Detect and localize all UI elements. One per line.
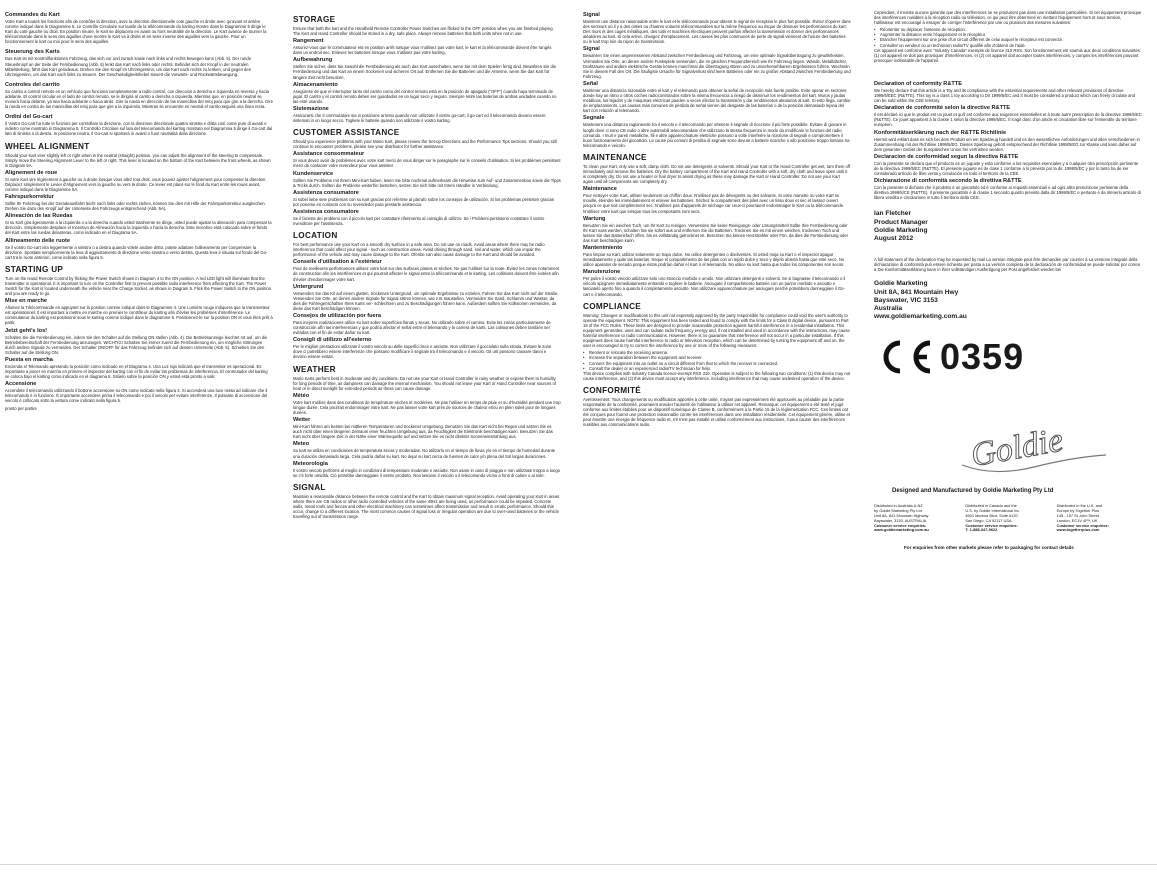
paragraph: Warning: Changes or modifications to this unit not expressly approved by the party responsible for compliance could void the user's authority to operate the equipment. NOTE: This equipment has been tested and found to comply with the limits for a Class B digital device, pursuant to Part 15 of the FCC Rules. These limits are designed to provide reasonable protection against harmful interference in a residential installation. This equipment generates, uses and can radiate radio frequency energy and, if not installed and used in accordance with the instructions, may cause harmful interference to radio communications. However, there is no guarantee that interference will not occur in a particular installation. If this equipment does cause harmful interference to radio or television reception, which can be determined by turning the equipment off and on, the user is encouraged to try to correct the interference by one or more of the following measures:	[583, 312, 850, 349]
heading-wheel-alignment: WHEEL ALIGNMENT	[5, 141, 90, 151]
paragraph: Si sobel liebe sete problemas con su kart gracias por referirse al párrafo sobre los consejos de utilización. Si los problemas persisten gracias por ponerse en contacto con su revendedor para prestarle asistencia.	[293, 196, 554, 207]
distributor-line: U.S. by Goldie International Inc	[965, 508, 1020, 514]
paragraph: Il vostro veicolo performs al meglio in condizioni di temperature moderate e asciutte. Non usare in caso di pioggia e non utilizzate troppo a lungo se c'è forte umidità. Ciò potrebbe danneggiare il vostro prodotto. Non lasciare il veicolo o il telecomando vicino a fonti di calore o al sole.	[293, 467, 560, 478]
distributor-line: www.togetherplus.com	[1056, 527, 1100, 533]
column-1	[5, 10, 273, 855]
paragraph: For best performance use your Kart on a smooth dry surface in a safe area. Do not use on roads. Avoid areas where there may be radio interference that could affect your signal - such as construction areas. Avoid driving through sand, soil and water, which can impair the performance of the vehicle and may cause damage to the Kart. Ofenbe can also cause damage to the Kart and should be avoided.	[293, 242, 545, 258]
heading: Assistance consommateur	[293, 151, 365, 158]
heading: Manutenzione	[583, 269, 621, 276]
paragraph: Bewahren Sie einen angemessenen Abstand zwischen Fernbedienung und Fahrzeug, um eine optimale Signalübertragung zu gewährleisten. Vermeiden Sie Orte, an denen andere Funkspiele verwenden, die im gleichen Frequenzbereich wie Ihr Fahrzeug liegen. Wände, Metalldächer, Drahtzäune und andere elektrische Geräte können manchmal die Übertragung stören und zu unvorhersehbarem Ergebnissen führen. Wechseln Sie in diesem Fall den Ort. Die häufigste Ursache für Signalverlust sind leere Batterien oder ein zu großer Abstand zwischen Fernbedienung und Fahrzeug.	[583, 53, 851, 79]
heading: Alignement de roue	[5, 169, 58, 176]
heading: Déclaration de conformité selon la directive R&TTE	[874, 105, 1011, 112]
distributor-line: Distributed in the U.K. and	[1056, 503, 1103, 509]
distributors	[874, 504, 1142, 533]
paragraph: Sollten Sie Probleme mit Ihrem Mini-Kart haben, lesen Sie bitte nochmal aufmerksam die Hinweise zum Auf- und Zusammenbau sowie die Tipps & Tricks durch. Sollten die Probleme weiterhin bestehen, setzen Sie sich bitte mit Ihrem Händler in Verbindung.	[293, 177, 561, 188]
section-controls-es	[5, 82, 273, 109]
paragraph: Should your Kart veer slightly left or right when in the neutral (straight) position, you can adjust the alignment of the steering to compensate. Simply move the Steering Alignment Lever to the left or right. This lever is located on the bottom of the Kart between the front wheels, as shown in Diagram 5A.	[5, 152, 271, 168]
heading: Commandes du Kart	[5, 12, 60, 18]
distributor-line: Distributed in Canada and the	[965, 503, 1017, 509]
paragraph: Turn on the Hand Remote Control by flicking the Power Switch shown in Diagram 4 to the ON position. A red LED light will illuminate that the transmitter is operational. It is important to turn on the Controller first to prevent possible radio interference from affecting the Kart. The Power Switch for the Kart is located underneath the vehicle near the Charge Socket, as shown in Diagram 5. Flick the Power Switch to the ON position and you are ready to go.	[5, 275, 272, 297]
paragraph: We hereby declare that this article is a Toy and its compliance with the essential requirements and other relevant provisions of directive 1999/5/EEC (R&TTE). This toy is a class 1 toy according to Dir 1999/5/EC and it must be considered a product which can freely circulate and can be sold within the CEE territory.	[874, 87, 1136, 104]
heading: Untergrund	[293, 283, 324, 290]
heading: Jetzt geht's los!	[5, 327, 48, 334]
paragraph: Sollte Ihr Fahrzeug bei der Geradeausfahrt leicht nach links oder rechts ziehen, können Sie dies mit Hilfe der Fahrspurkorrektur ausgleichen. Drehen Sie dazu den Knopf auf der Unterseite des Fahrzeugs entsprechend (Abb. 5A).	[5, 201, 266, 212]
heading: Declaracion de conformidad segun la directiva R&TTE	[874, 153, 1019, 160]
paragraph: Das Kart ist mit Kontrollfunktionen Fahrzeug, das sich vor und zurück sowie nach links und rechts bewegen kann (Abb. 5). Der runde Steuerknopf an der Seite der Fernbedienung (Abb. 5) lenkt das Kart nach links oder rechts. Befindet sich der Knopf in der neutralen Mittelstellung, fährt das Kart geradeaus. Drehen Sie den Knopf im Uhrzeigersinn, um das Kart nach rechts zu lenken, und gegen den Uhrzeigersinn, um das Kart nach links zu steuern. Der Geschwindigkeitshebel steuert die Vorwärts- und Rückwärtsbewegung.	[5, 56, 252, 77]
distributor-line: www.goldiemarketing.com.au	[874, 527, 929, 533]
bullet-item: • Augmenter la distance entre l'équipement et le récepteur.	[874, 32, 1142, 37]
paragraph: Para limpiar su Kart, utilizar solamente un trapo dulce. No utilice detergentes o disolventes. Si usted moja su Kart o el inspector apagar inmediatamente y quite las baterías. Seque el compartimento de las pilas con un tejido dulce y seco y déjelo abierta hasta que esté seco. No utilice aparatos de secado porque éstos podrían dañar el Kart o el telemando. No utilice su kart hasta que todos los componentes son secos.	[583, 252, 845, 268]
heading: Fahrspurkorrektur	[5, 194, 54, 201]
distributor-line: Distributed in Australia & NZ	[874, 503, 923, 509]
distributor-line: Unit 8A, 841 Mountain Highway	[874, 513, 929, 519]
paragraph: Assicurarsi che il commutatore sia in posizione arresto quando non utilizzate il vostro go-cart; il go-cart ed il telecomando devono essere sistemati in un luogo secco. Togliete le batterie quando non utilizzate il vostro karting.	[293, 112, 546, 124]
paragraph: Pour de meilleures performances utilisez votre kart sur des surfaces planes et sèches. Ne pas l'utiliser sur la route. Évitez les zones notamment de construction afin les interférences et qui pourrait affecter le signal entre la télécommande et le karting. Les collisions doivent être évitées afin d'éviter d'endommager votre kart.	[293, 266, 560, 282]
ce-notified-body-number: 0359	[940, 336, 1025, 378]
designed-by: Designed and Manufactured by Goldie Marketing Pty Ltd	[892, 488, 1054, 495]
paragraph: Con la presente si dichiara che il prodotto è un giocattolo ed è conforme ai requisiti essenziali e ad ogni altra prescrizione pertinente della direttiva 1999/5/CE (R&TTE). Il presente giocattolo è di classe 1 secondo quanto previsto dalla dir 1999/5/EC e pertanto è da ritenersi articolo di libera vendita e circolazione in tutto il territorio della CEE.	[874, 185, 1141, 201]
heading: Meteo	[293, 441, 310, 448]
heading: Segnale	[583, 115, 605, 122]
heading: Accensione	[5, 381, 37, 388]
heading: Assistenza consumatore	[293, 189, 359, 196]
paragraph: Maintain a reasonable distance between the remote control and the Kart to obtain maximum signal reception. Avoid operating your Kart in areas where there are CB radios or other radio controlled vehicles of the same 49Hz are being used, as performance could be impeded. Concrete walls, metal roofs and fences and other electrical machinery can sometimes affect transmission and result in erratic performance. Should this occur, change to a different location. The most common causes of signal loss or irregular operation are due to over-used batteries or the vehicle travelling out of transmission range.	[293, 493, 560, 520]
paragraph: Se il vostro Go-cart vira leggermente a sinistra o a destra quando volete andare dritto, potete adattare l'allineamento per compensare la direzione. Spostate semplicemente la leva di aggiustamento di direzione verso sinistra o verso destra. Questa leva è situata sul fondo del Go-cart tra le ruote anteriori, come indicato nella figura 5.	[5, 244, 268, 260]
distributor-line: Customer service enquiries:	[965, 522, 1018, 528]
paragraph: Benutzen Sie ein weiches Tuch, um Ihr Kart zu reinigen. Verwenden Sie keine Reinigungs- oder Lösungsmittel! Sollte Ihre Fernbedienung oder Ihr Kart nass werden, schalten Sie sie sofort aus und entfernen Sie die Batterien. Trocknen Sie es mit einem weichen, trockenen Tuch und lassen Sie das Batteriefach offen, bis es vollständig getrocknet ist. Benutzen Sie keinen Heizstrahler oder Fön, da dies die Fernbedienung oder das Kart beschädigen kann.	[583, 222, 849, 243]
paragraph: Cet appareil est conforme avec "Industry Canada" exempte de licence 310 RSS. Son fonctionnement est soumis aux deux conditions suivantes: (1) cet appareil ne doit pas provoquer d'interférences, et (2) cet appareil doit accepter toutes interférences, y compris les interférences pouvant provoquer indésirable de l'appareil.	[874, 47, 1141, 63]
paragraph: Su kart se utiliza en condiciones de temperatura secas y moderadas. No utilizarlo en el tiempo de lluvia y/o en el tiempo de humedad durante una duración demasiado larga. Cela podría dañar su kart. No dejar su kart cerca de fuentes de calor y/o plena del Sol largas duraciones.	[293, 448, 556, 459]
heading: Wetter	[293, 417, 311, 424]
column-4	[874, 10, 1142, 855]
paragraph: Ensure that both the kart and the Handheld Remote Controller Power Switches are flicked to the OFF position when you are finished playing. The Kart and Hand Controller should be stored in a dry, safe place. Always remove batteries that both units when not in use.	[293, 26, 554, 37]
heading: Ordini del Go-cart	[5, 114, 53, 121]
paragraph: Pour nettoyer votre Kart, utiliser seulement un chiffon doux. N'utilisez pas de détergents ou des solvants. Si votre manette ou votre Kart se mouillé, éteindre les immédiatement et enlever les batteries. Séchez le compartiment des piles avec un tissu doux et sec et laissez ouvert jusqu'à ce que soit complètement sec. N'utilisez pas d'appareils de séchage car ceux-ci pourraient endommager le Kart ou la télécommande. N'utilisez votre kart que lorsque tous les composants sont secs.	[583, 193, 845, 214]
heading: Signal	[583, 46, 600, 53]
paragraph: Hiermit wird erklärt dass es sich bei dem Produkt um ein Spielzeug handelt und es den wesentlichen Anforderungen und allen verschiedenen in Zusammenhang mit der Richtlinie 1999/5/EG. Dieses Spielzeug gehört entsprechend der Richtlinie 1999/5/EG zur Klasse und kann daher auf dem gesamten Gebiet der Europäischen Union frei vertrieben werden.	[874, 136, 1140, 152]
heading: Konformitätserklärung nach der R&TTE Richtlinie	[874, 129, 1007, 136]
heading: Declaration of conformity R&TTE	[874, 80, 962, 87]
bullet-item: • Consult the dealer or an experienced radio/TV technician for help.	[583, 366, 851, 371]
heading-starting-up: STARTING UP	[5, 264, 64, 274]
bullet-item: • Consulter un vendeur ou un technicien radio/TV qualifié afin d'obtenir de l'aide.	[874, 43, 1142, 48]
distributor-line: by Goldie Marketing Pty Ltd	[874, 508, 922, 514]
column-2	[293, 10, 561, 855]
section-controls-it	[5, 114, 273, 136]
heading: Sistemazione	[293, 105, 329, 112]
distributor-line: San Diego, CA 92117 USA	[965, 517, 1012, 523]
heading: Allineamento delle ruote	[5, 237, 70, 244]
paragraph: Con la presente se declara que el producto es un juguete y esta conforme a los requisitos esenciales y a cualquier otra prescripción pertinente de la directiva 1999/5/EC (R&TTE). El presente juguete es de clase 1 conforme a lo previsto por la dir. 1999/5/EC y por lo tanto ha de ser considerado artículo de libre venta y circulación en todo el territorio de la CEE.	[874, 160, 1139, 176]
heading-location: LOCATION	[293, 231, 338, 241]
section-controls-de	[5, 49, 273, 76]
paragraph: Encienda el Telemando apretando la posición como indicado en el Diagrama 4. Una Luz roja indicará que el transmisor es operacional. Es importante a poner en marcha en primero el inspector del karting con el fin de evitar los problemas de interferencia. El conmutador del karting se coloca bajo el karting como indicado en el diagrama 5. Sitúelo sobre la posición ON y usted está pronto a salir.	[5, 363, 268, 380]
bullet-item: • Connect the equipment into an outlet on a circuit different from that to which the receiver is connected.	[583, 361, 851, 366]
heading: Alineación de las Ruedas	[5, 213, 73, 220]
heading: Conseils d'utilisation à l'extérieur	[293, 259, 382, 266]
paragraph: Votre kart s'utilise dans des conditions de température sèches et modérées. Ne pas l'utiliser en temps de pluie et ou d'humidité pendant une trop longue durée. Cela pourrait endommager votre kart. Ne pas laisser votre kart près de sources de chaleur et/ou en plein soleil pour de longues durées.	[293, 399, 561, 416]
heading-customer-assistance: CUSTOMER ASSISTANCE	[293, 128, 400, 138]
paragraph: Should you experience problems with your Mario Kart, please review the Set-up Directions and the Performance Tips sections. Should you still continue to encounter problems, please see your distributor for further assistance.	[293, 139, 557, 150]
heading-signal: SIGNAL	[293, 482, 326, 492]
heading: Mantenimiento	[583, 245, 623, 251]
paragraph: Se il faceste dei problemi con il piccolo kart per contattare riferimento al consiglio di utilizzo. Se i Problemi persistono contattare il vostro rivenditore per l'assistenza.	[293, 215, 545, 226]
paragraph: To clean your Kart, only use a soft, damp cloth. Do not use detergents or solvents. Should your Kart or the Hand Controller get wet, turn them off immediately and remove the batteries. Dry the battery compartment of the Kart and Hand Controller with a soft, dry cloth and leave open until it is completely dry. Do not use a heater or hair dryer to assist drying as these may damage the Kart or Hand Controller. Do not use your Kart again until all components are completely dry.	[583, 163, 851, 185]
paragraph: Stellen Sie sicher, dass Sie sowohl die Fernbedienung als auch das Kart ausschalten, wenn Sie mit dem Spielen fertig sind. Bewahren Sie die Fernbedienung und das Kart an einem trockenen und sicheren Ort auf. Entfernen Sie die Batterien und die Antenne, wenn Sie das Kart für längere Zeit nicht benutzen.	[293, 64, 557, 80]
paragraph: Si votre Kart vire légèrement à gauche ou à droite lorsque vous allez tout droit, vous pouvez ajuster l'alignement pour compenser la direction. Déplacez simplement le Levier d'Alignement vers la gauche ou vers la droite. Ce levier est placé sur le fond du Kart entre les roues avant, comme indiqué dans le Diagramme 5A.	[5, 176, 267, 192]
heading: Señal	[583, 80, 598, 87]
paragraph: This device complies with Industry Canada licence-exempt RSS 310. Operation is subject to the following two conditions: (1) this device may not cause interference, and (2) this device must accept any interference, including interference that may cause undesired operation of the device.	[583, 370, 851, 381]
address-line-1: Unit 8A, 841 Mountain Hwy	[874, 288, 959, 296]
distributor-line: 145 - 157 St John Street	[1056, 513, 1099, 519]
heading: Rangement	[293, 38, 324, 45]
paragraph: Mario Karts perform best in moderate and dry conditions. Do not use your Kart or Hand Controller in rainy weather or expose them to humidity for long periods of time, as dampness can damage the internal mechanism. You should not leave your Kart or Hand Controller near sources of heat or in direct sunlight for extended periods as these can cause damage.	[293, 375, 557, 391]
section-controls-fr	[5, 12, 273, 44]
ce-mark-row	[874, 336, 1142, 378]
paragraph: Su carrito a control remoto es un vehículo que funciona completamente a radio control, con dirección a derecha e izquierda en reversa y hacia adelante. El control circular en el lado de control remoto, se le dirigirá al carrito a derecha o izquierda. Mientras que, en posición neutral se moverá hacia delante, ya sea hacia adelante o hacia atrás. Gire la rueda en dirección de las manecillas del reloj para que gire a la derecha. Gire la rueda en contra de las manecillas del reloj para que gire a la izquierda. Mientras se encuentre en neutral el carrito seguirá una línea recta.	[5, 88, 273, 110]
paragraph: Assurez-vous que le commutateur est en position arrêt lorsque vous n'utilisez pas votre kart, le kart et la télécommande doivent être rangés dans un endroit sec. Enlevez les batteries lorsque vous n'utilisez pas votre karting.	[293, 45, 552, 56]
paragraph: Per pulire il vostro veicolo utilizzare solo uno straccio morbido e umido. Non utilizzare detergenti o solventi. Se si bagnasse il telecomando o il veicolo spegnere immediatamente entrambi e togliere le batterie. Asciugate il compartimento batterie con un panno morbido e asciutto e lasciatelo aperto fino a quando il completamente asciutto. Non utilizzare apparecchiature per asciugare perché potrebbero danneggiare il Go-cart o il telecomando.	[583, 276, 846, 297]
paragraph: Schalten Sie die Fernbedienung ein, indem Sie den Schalter auf die Stellung ON stellen (Abb. 4). Die Betriebsanzeige leuchtet rot auf, um die Betriebsbereitschaft der Fernbedienung anzuzeigen. WICHTIG! Schalten Sie immer zuerst die Fernbedienung ein, um mögliche Störungen durch andere Signale zu vermeiden. Der Schalter ON/OFF für das Fahrzeug befindet sich auf dessen Unterseite (Abb. 5). Schieben Sie den Schalter auf die Stellung ON.	[5, 334, 268, 355]
paragraph: Mantener una distancia razonable entre el kart y el telemando para obtener la señal de recepción más fuerte posible. Evite operar en sectores donde hay un ritmo o otros coches radiocontrolados sobre la misma frecuencia a riesgo de disminuir los rendimientos del kart. Muros y jaulas metálicas, los tejados y de máquinas eléctricas pueden a veces afectar la transmisión y dar rendimientos aleatorios al kart. Si esto llega, cambie de emplazamiento. Las causas más comunes de pérdida de señal vienen del desgaste de las baterías o de la posición demasiado lejana del kart con relación al telemando.	[583, 87, 851, 114]
paragraph: Asegúrese de que el interruptor tanto del carrito como del control remoto está en la posición de apagado ("OFF") cuando haya terminado de jugar. El carrito y el control remoto deben ser guardados en un lugar seco y seguro. Siempre retire las baterías de ambas unidades cuando no las esté usando.	[293, 88, 557, 104]
paragraph: Votre Kart a toutes les fonctions afin de contrôler la direction, avec la direction directionnelle cote gauche et droite avec qu'avant et arrière comme indiqué dans le Diagramme 5. Le Contrôle Circulaire sur lautile de la télécommande du karting montre dans le Diagramme 5 dirige le Kart du coté gauche ou droit. En position neutre, le Kart se déplacera en avant ou hors neutralité de la direction. Le Kart avance de tourner la télécommande dans le sens des aiguilles d'une montre le Kart va à droite et en sens inverse des aiguilles vers la gauche. Pour un fonctionnement le kart ou moi pour le sens des aiguilles.	[5, 19, 267, 45]
heading: Dichiarazione di conformità secondo la direttiva R&TTE	[874, 178, 1022, 185]
paragraph: Allumez la Télécommande en appuyant sur la position comme indiqué dans le Diagramme 4. Une Lumière rouge indiquera que la transmetteur est opérationnel. Il est important à mettre en marche en premier le contrôleur du karting afin d'éviter les problèmes d'interférence. Le commutateur du karting est positionné sous le karting comme indiqué dans le diagramme 5. Positionnez-le sur la position ON et vous êtes prêt à partir.	[5, 305, 273, 326]
heading: Maintenance	[583, 186, 617, 193]
heading: Aufbewahrung	[293, 57, 333, 64]
distributor-line: Customer service enquiries:	[874, 522, 927, 528]
signatory-name: Ian Fletcher	[874, 210, 912, 218]
bullet-item: • Brancher l'équipement sur une prise d'un circuit différent de celui auquel le récepteur est connecté.	[874, 37, 1142, 42]
distributor	[874, 504, 959, 533]
distributor-line: T: 1-888-347-9622	[965, 527, 998, 533]
page-bottom-divider	[0, 864, 1157, 865]
distributor-line: Europe by Together Plus	[1056, 508, 1100, 514]
heading: Consigli di utilizzo all'esterno	[293, 337, 372, 344]
goldie-logo	[954, 415, 1114, 479]
paragraph: Per le migliori prestazioni utilizzate il vostro veicolo su delle superfici lisce e asciutte. Non utilizzare il gocciolato sulla strada. Evitare le zone dove ci potrebbero essere interferenze che possano modificare il segnale tra il telecomando e il veicolo. Gli urti possono causare danni e devono essere evitati.	[293, 344, 552, 360]
address-website: www.goldiemarketing.com.au	[874, 313, 967, 321]
bullet-item: • Increase the separation between the equipment and receiver.	[583, 355, 851, 360]
signatory-date: August 2012	[874, 234, 914, 242]
heading: Météo	[293, 392, 310, 399]
signatory-role: Product Manager	[874, 218, 928, 226]
heading-weather: WEATHER	[293, 364, 336, 374]
signatory-company: Goldie Marketing	[874, 226, 928, 234]
heading: Kundenservice	[293, 170, 334, 177]
distributor-line: Customer service enquiries:	[1056, 522, 1109, 528]
heading: Puesta en marcha	[5, 356, 53, 363]
heading: Meteorologia	[293, 460, 328, 467]
bullet-item: • Reorient or relocate the receiving antenna.	[583, 350, 851, 355]
paragraph: Verwenden Sie das Kit auf einem glatten, trockenen Untergrund, um optimale Ergebnisse zu erzielen. Fahren Sie das Kart nicht auf der Straße. Verwenden Sie Orte, an denen andere Signale für Signal stören können, wie z.B. Baustellen. Vermeiden Sie Sand, Schlamm und Wasser, da dies die Fahreigenschaften Ihres Karts ver- schlechtern und zu Beschädigungen führen kann. Außerdem sollten Sie Kollisionen vermeiden, da diese das Kart beschädigen können.	[293, 290, 559, 311]
heading: Steuerung des Karts	[5, 49, 60, 56]
paragraph: Accendete il telecomando utilizzando il bottone accensione su ON come indicato nella figura 4. Si accenderà una luce rossa ad indicare che il telecomando è in funzione. È importante accendere prima il telecomando e poi il veicolo per evitare interferenze. Il pulsante di accensione del veicolo è collocato sotto la vettura come indicato nella figura 5.	[5, 388, 268, 404]
paragraph: Maintenir une distance raisonnable entre le kart et le télécommande pour obtenir le signal de réception le plus fort possible. Évitez d'opérer dans des secteurs où il y a des citées ou d'autres voitures télécommandées sur la même fréquence au risque de diminuer les performances du kart. Des murs et des cages métalliques, des toits et machines électriques peuvent parfois affecter la transmission et donner des performances aléatoires au kart. Si cela arrive, changez d'emplacement. Les causes les plus communes de perte de signal viennent de l'usure des batteries ou le kart trop loin du rayon de transmission.	[583, 19, 851, 45]
paragraph: Il est déclaré ici que le produit est un jouet et qu'il est conforme aux exigences essentielles et à toute autre prescription de la directive 1999/5/EC (R&TTE). Ce jouet appartient à la classe 1 selon la directive 1999/5/EC. Il s'agit donc d'un article et circulation libre sur l'ensemble du territoire européen.	[874, 112, 1142, 128]
paragraph: Il Vostro Go-cart ha tutte le funzioni per controllare la direzione, con la direzione direzionale quattro sinistra e dritta così come pure di avanti e indietro come mostrato in Diagramma 5. Il Controllo Circolare sul lato del telecomando del karting mostrato nel Diagramma 5 dirige il Go-cart dal lato di sinistra o di destra. In posizione neutra, il Go-cart si sposterà in avanti o fuori neutralità della direzione.	[5, 121, 273, 137]
heading: Consejos de utilización por fuera	[293, 313, 381, 319]
heading-compliance: COMPLIANCE	[583, 301, 642, 311]
goldie-logo-text: Goldie	[968, 422, 1066, 475]
paragraph: Si vous devez avoir de problèmes avec votre kart merci de vous diriger sur le paragraphe sur le conseils d'utilisation. Si les problèmes persistent merci de contacter votre revendeur pour vous assister.	[293, 158, 561, 169]
paragraph: Cependant, il n'existe aucune garantie que des interférences ne se produiront pas dans une installation particulière. Si cet équipement provoque des interférences nuisibles à la réception radio ou télévision, ce qui peut être déterminé en mettant l'équipement hors et sous tension, l'utilisateur est encouragé à essayer de corriger l'interférence par une ou plusieurs des mesures suivantes:	[874, 10, 1142, 26]
paragraph: Mini-Kart fahren am besten bei mittleren Temperaturen und trockener Umgebung. Benutzen Sie das Kart nicht bei Regen und setzen Sie es auch nicht über einen längeren Zeitraum einer feuchten Umgebung aus, da Feuchtigkeit die Elektronik beschädigen kann. Benutzen Sie das Kart nicht über längere Zeit in der Nähe einer Wärmequelle auf und setzen Sie es nicht direkter Sonneneinstrahlung aus.	[293, 424, 553, 440]
heading: Controles del carrito	[5, 81, 60, 88]
declaration-request-text: A full statement of the declaration may be requested by mail La version intégrale peut être demandée par courrier à La versione integrale della dichiarazione di conformità può essere richiesta per posta a La versión completa de la declaración de conformidad se puede solicitar por correo a Die Konformitätserklärung kann in ihrer vollständigen Ausfertigung per Post angefordert werden bei	[874, 257, 1141, 273]
heading: Assistenza consumatore	[293, 208, 359, 215]
paragraph: Si su Kart gira ligeramente a la izquierda o a la derecha cuando usted totalmente se dirige, usted puede ajustar la alineación para compensar la dirección. Simplemente desplace el Incentivo de Alineación hacia la izquierda o hacia la derecha. Este incentivo está colocado sobre el fondo del Kart entre las ruedas delanteras, como indicado en el Diagrama 5A.	[5, 220, 272, 236]
heading-storage: STORAGE	[293, 15, 336, 24]
distributor	[965, 504, 1050, 533]
heading: Signal	[583, 12, 600, 18]
signatory-block	[874, 210, 1142, 243]
paragraph: prosto per partire	[5, 405, 37, 411]
distributor	[1057, 504, 1142, 533]
distributor-line: 4601 Morena Blvd. Suite #120	[965, 513, 1018, 519]
enquiries-note: For enquiries from other markets please refer to packaging for contact details	[904, 545, 1074, 551]
column-3	[583, 10, 851, 855]
bullet-item: • Réorienter ou déplacer l'antenne de réception.	[874, 27, 1142, 32]
distributor-line: London, EC1V 4PY, UK	[1056, 517, 1098, 523]
heading-conformite: CONFORMITÉ	[583, 385, 642, 395]
address-line-2: Bayswater, VIC 3153	[874, 296, 938, 304]
heading-maintenance: MAINTENANCE	[583, 152, 647, 162]
heading: Almacenamiento	[293, 81, 338, 88]
heading: Mise en marche	[5, 298, 47, 305]
heading: Wartung	[583, 215, 606, 222]
distributor-line: Bayswater, 3153, AUSTRALIA	[874, 517, 927, 523]
paragraph: Mantenere una distanza ragionevole tra il veicolo e il telecomando per ottenere il segnale di ricezione il più forte possibile. Evitare di giocare in luoghi dove ci sono CB radio o altre automobili telecomandate che utilizzano la stessa frequenza in modo da modificare le funzioni del radio comando. I muri e pareti metalliche, fili e altre apparecchiature elettriche possono a volte interferire la ricezione di segnali e compromettere il buon funzionamento del giocattolo. Le cause più comuni di perdita di segnale sono dovute a batterie scariche o allo posizione troppo lontana tra telecomando e veicolo.	[583, 122, 850, 148]
ce-mark-icon	[874, 339, 934, 375]
address-company: Goldie Marketing	[874, 280, 928, 288]
paragraph: Avertissement: Tous changements ou modification apportés à cette unité, n'ayant pas expressément été approuvés au préalable par la partie responsable de la conformité, pourraient annuler l'autorité de l'utilisateur à utiliser cet appareil. Remarque: cet équipement a été testé et jugé conforme aux limites établies pour un dispositif numérique de Classe B, conformément à la Partie 15 de la réglementation FCC. Ces limites ont été conçues pour fournir une protection raisonnable contre les interférences dans une installation résidentielle. Cet équipement génère, utilise et peut émettre une énergie de fréquence radio et, s'il n'est pas installé et utilisé conformément aux instructions, il peut causer des interférences nuisibles aux communications radio.	[583, 396, 851, 428]
address-line-3: Australia	[874, 305, 903, 313]
paragraph: Para mejores realizaciones utilice su kart sobre superficies llanas y secas. No utilizarlo sobre el camino. Evite las zonas particularmente de construcción afín las interferencias y que podría afectar el señal entre el telemando y la carrera de karts. Las colisiones deben también ser evitadas con el fin de evitar dañar su kart.	[293, 320, 551, 336]
